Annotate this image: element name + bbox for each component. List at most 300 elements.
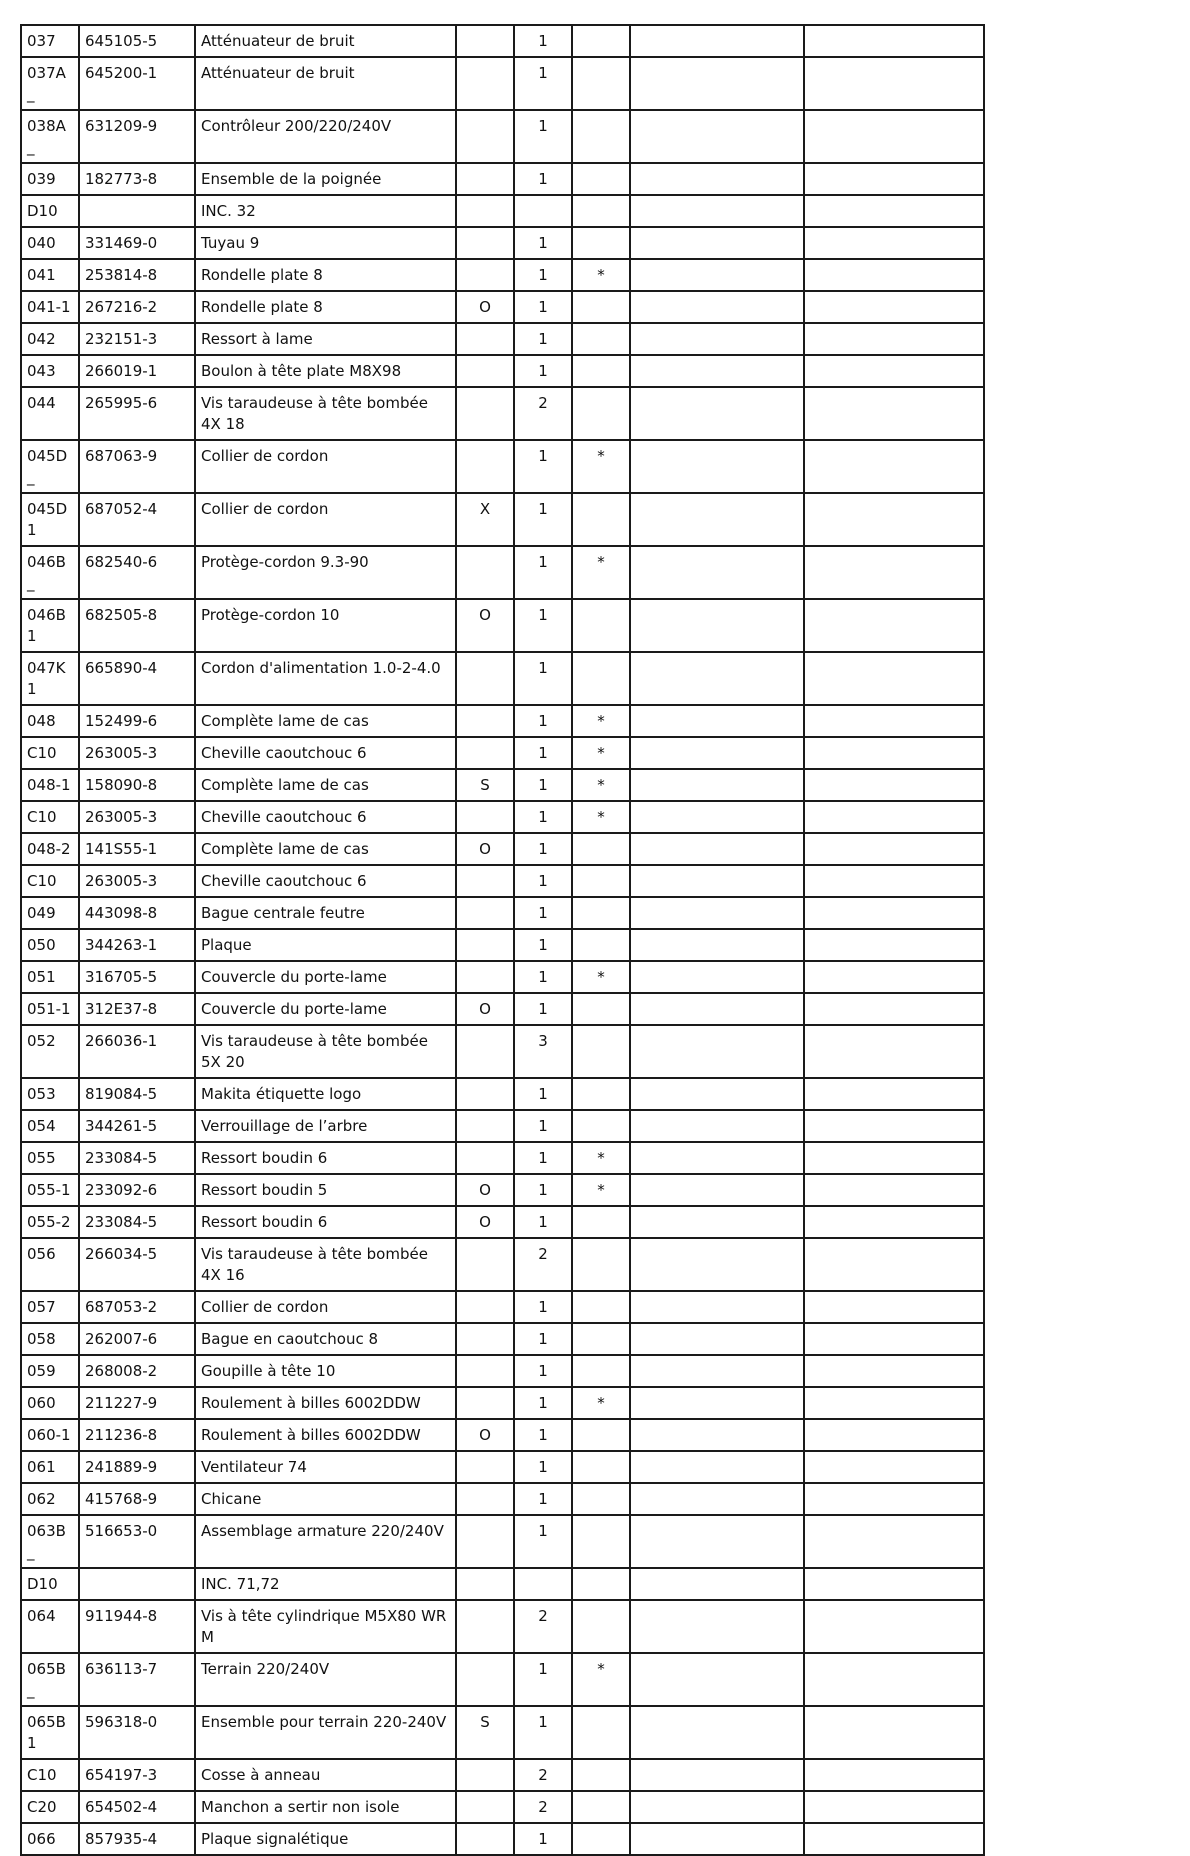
description-cell: Manchon a sertir non isole <box>195 1791 456 1823</box>
quantity-cell: 1 <box>514 929 572 961</box>
marker-cell <box>572 652 630 705</box>
marker-cell <box>572 1355 630 1387</box>
marker-cell <box>572 833 630 865</box>
blank-cell <box>804 1355 984 1387</box>
description-cell: Ressort boudin 5 <box>195 1174 456 1206</box>
option-code-cell <box>456 705 514 737</box>
table-row <box>21 163 984 195</box>
quantity-cell: 1 <box>514 227 572 259</box>
blank-cell <box>804 227 984 259</box>
quantity-cell: 1 <box>514 25 572 57</box>
blank-cell <box>804 1706 984 1759</box>
blank-cell <box>630 493 804 546</box>
quantity-cell: 1 <box>514 440 572 493</box>
item-number-cell: C10 <box>21 865 79 897</box>
table-row <box>21 801 984 833</box>
blank-cell <box>630 1025 804 1078</box>
description-cell: Roulement à billes 6002DDW <box>195 1387 456 1419</box>
part-number-cell: 687063-9 <box>79 440 195 493</box>
quantity-cell: 1 <box>514 737 572 769</box>
blank-cell <box>630 355 804 387</box>
description-cell: Boulon à tête plate M8X98 <box>195 355 456 387</box>
blank-cell <box>804 1483 984 1515</box>
part-number-cell: 911944-8 <box>79 1600 195 1653</box>
part-number-cell: 687052-4 <box>79 493 195 546</box>
marker-cell <box>572 1823 630 1855</box>
marker-cell <box>572 1483 630 1515</box>
description-cell: INC. 71,72 <box>195 1568 456 1600</box>
item-number-cell: 046B1 <box>21 599 79 652</box>
option-code-cell <box>456 1355 514 1387</box>
description-cell: Rondelle plate 8 <box>195 259 456 291</box>
quantity-cell: 1 <box>514 57 572 110</box>
blank-cell <box>804 599 984 652</box>
option-code-cell <box>456 1791 514 1823</box>
part-number-cell: 682540-6 <box>79 546 195 599</box>
blank-cell <box>804 929 984 961</box>
blank-cell <box>804 1791 984 1823</box>
marker-cell <box>572 1568 630 1600</box>
part-number-cell: 687053-2 <box>79 1291 195 1323</box>
quantity-cell: 1 <box>514 705 572 737</box>
part-number-cell: 645200-1 <box>79 57 195 110</box>
table-row <box>21 291 984 323</box>
table-row <box>21 1568 984 1600</box>
part-number-cell: 263005-3 <box>79 865 195 897</box>
blank-cell <box>630 769 804 801</box>
marker-cell <box>572 897 630 929</box>
quantity-cell: 1 <box>514 1078 572 1110</box>
blank-cell <box>804 705 984 737</box>
marker-cell <box>572 355 630 387</box>
item-number-cell: 041-1 <box>21 291 79 323</box>
marker-cell: * <box>572 440 630 493</box>
blank-cell <box>804 1387 984 1419</box>
item-number-cell: 064 <box>21 1600 79 1653</box>
description-cell: Atténuateur de bruit <box>195 57 456 110</box>
table-row <box>21 1025 984 1078</box>
item-number-cell: 062 <box>21 1483 79 1515</box>
blank-cell <box>630 1600 804 1653</box>
option-code-cell <box>456 355 514 387</box>
option-code-cell <box>456 259 514 291</box>
option-code-cell <box>456 1451 514 1483</box>
marker-cell <box>572 865 630 897</box>
item-number-cell: 056 <box>21 1238 79 1291</box>
description-cell: Vis à tête cylindrique M5X80 WR M <box>195 1600 456 1653</box>
table-row <box>21 1142 984 1174</box>
blank-cell <box>630 163 804 195</box>
part-number-cell: 263005-3 <box>79 737 195 769</box>
blank-cell <box>630 1451 804 1483</box>
marker-cell <box>572 387 630 440</box>
table-row <box>21 1791 984 1823</box>
blank-cell <box>804 110 984 163</box>
marker-cell <box>572 1419 630 1451</box>
part-number-cell: 141S55-1 <box>79 833 195 865</box>
marker-cell <box>572 25 630 57</box>
description-cell: INC. 32 <box>195 195 456 227</box>
description-cell: Plaque signalétique <box>195 1823 456 1855</box>
blank-cell <box>630 1483 804 1515</box>
description-cell: Tuyau 9 <box>195 227 456 259</box>
part-number-cell: 232151-3 <box>79 323 195 355</box>
item-number-cell: 055-2 <box>21 1206 79 1238</box>
blank-cell <box>630 993 804 1025</box>
option-code-cell: S <box>456 1706 514 1759</box>
blank-cell <box>630 1515 804 1568</box>
item-number-cell: 063B_ <box>21 1515 79 1568</box>
item-number-cell: C10 <box>21 737 79 769</box>
quantity-cell: 1 <box>514 897 572 929</box>
option-code-cell <box>456 737 514 769</box>
option-code-cell: O <box>456 993 514 1025</box>
table-row <box>21 227 984 259</box>
item-number-cell: 043 <box>21 355 79 387</box>
blank-cell <box>804 769 984 801</box>
item-number-cell: 041 <box>21 259 79 291</box>
option-code-cell <box>456 387 514 440</box>
option-code-cell <box>456 1483 514 1515</box>
part-number-cell: 268008-2 <box>79 1355 195 1387</box>
blank-cell <box>630 1174 804 1206</box>
blank-cell <box>804 1291 984 1323</box>
table-row <box>21 833 984 865</box>
blank-cell <box>630 546 804 599</box>
marker-cell: * <box>572 705 630 737</box>
blank-cell <box>804 1451 984 1483</box>
option-code-cell <box>456 1387 514 1419</box>
marker-cell <box>572 163 630 195</box>
blank-cell <box>804 993 984 1025</box>
quantity-cell: 1 <box>514 1823 572 1855</box>
marker-cell <box>572 993 630 1025</box>
table-row <box>21 57 984 110</box>
description-cell: Collier de cordon <box>195 493 456 546</box>
table-row <box>21 1451 984 1483</box>
quantity-cell: 1 <box>514 865 572 897</box>
description-cell: Goupille à tête 10 <box>195 1355 456 1387</box>
table-row <box>21 110 984 163</box>
blank-cell <box>630 897 804 929</box>
blank-cell <box>630 705 804 737</box>
blank-cell <box>804 1025 984 1078</box>
description-cell: Cordon d'alimentation 1.0-2-4.0 <box>195 652 456 705</box>
blank-cell <box>630 1142 804 1174</box>
quantity-cell: 1 <box>514 493 572 546</box>
marker-cell <box>572 1025 630 1078</box>
blank-cell <box>804 25 984 57</box>
marker-cell <box>572 1600 630 1653</box>
item-number-cell: C20 <box>21 1791 79 1823</box>
blank-cell <box>804 833 984 865</box>
description-cell: Ensemble pour terrain 220-240V <box>195 1706 456 1759</box>
option-code-cell <box>456 1323 514 1355</box>
table-row <box>21 546 984 599</box>
blank-cell <box>630 1387 804 1419</box>
item-number-cell: 037A_ <box>21 57 79 110</box>
quantity-cell: 1 <box>514 259 572 291</box>
quantity-cell: 1 <box>514 1142 572 1174</box>
blank-cell <box>804 387 984 440</box>
table-row <box>21 1483 984 1515</box>
quantity-cell: 1 <box>514 652 572 705</box>
description-cell: Plaque <box>195 929 456 961</box>
blank-cell <box>630 387 804 440</box>
item-number-cell: 050 <box>21 929 79 961</box>
item-number-cell: 039 <box>21 163 79 195</box>
description-cell: Collier de cordon <box>195 440 456 493</box>
part-number-cell: 241889-9 <box>79 1451 195 1483</box>
table-row <box>21 1387 984 1419</box>
blank-cell <box>804 1515 984 1568</box>
marker-cell <box>572 110 630 163</box>
part-number-cell: 516653-0 <box>79 1515 195 1568</box>
blank-cell <box>804 801 984 833</box>
blank-cell <box>804 1078 984 1110</box>
part-number-cell <box>79 1568 195 1600</box>
blank-cell <box>630 929 804 961</box>
option-code-cell <box>456 1600 514 1653</box>
item-number-cell: 061 <box>21 1451 79 1483</box>
part-number-cell <box>79 195 195 227</box>
item-number-cell: D10 <box>21 1568 79 1600</box>
table-row <box>21 737 984 769</box>
option-code-cell: O <box>456 833 514 865</box>
item-number-cell: 038A_ <box>21 110 79 163</box>
item-number-cell: 044 <box>21 387 79 440</box>
marker-cell: * <box>572 1174 630 1206</box>
table-row <box>21 1653 984 1706</box>
quantity-cell: 2 <box>514 387 572 440</box>
blank-cell <box>630 227 804 259</box>
description-cell: Ressort boudin 6 <box>195 1142 456 1174</box>
item-number-cell: 048 <box>21 705 79 737</box>
blank-cell <box>630 110 804 163</box>
option-code-cell <box>456 897 514 929</box>
quantity-cell: 1 <box>514 961 572 993</box>
table-row <box>21 387 984 440</box>
part-number-cell: 415768-9 <box>79 1483 195 1515</box>
blank-cell <box>630 737 804 769</box>
blank-cell <box>630 1568 804 1600</box>
part-number-cell: 596318-0 <box>79 1706 195 1759</box>
blank-cell <box>630 1759 804 1791</box>
table-row <box>21 897 984 929</box>
description-cell: Chicane <box>195 1483 456 1515</box>
quantity-cell <box>514 195 572 227</box>
marker-cell <box>572 1706 630 1759</box>
blank-cell <box>804 440 984 493</box>
item-number-cell: 045D 1 <box>21 493 79 546</box>
table-row <box>21 599 984 652</box>
blank-cell <box>804 323 984 355</box>
part-number-cell: 636113-7 <box>79 1653 195 1706</box>
item-number-cell: 037 <box>21 25 79 57</box>
blank-cell <box>804 1110 984 1142</box>
marker-cell <box>572 1110 630 1142</box>
blank-cell <box>630 1419 804 1451</box>
blank-cell <box>804 57 984 110</box>
blank-cell <box>804 1823 984 1855</box>
quantity-cell: 1 <box>514 1291 572 1323</box>
description-cell: Complète lame de cas <box>195 833 456 865</box>
marker-cell <box>572 1078 630 1110</box>
blank-cell <box>804 1600 984 1653</box>
parts-table <box>20 24 985 1856</box>
blank-cell <box>804 1142 984 1174</box>
description-cell: Verrouillage de l’arbre <box>195 1110 456 1142</box>
option-code-cell: O <box>456 1419 514 1451</box>
table-row <box>21 1291 984 1323</box>
option-code-cell <box>456 1653 514 1706</box>
description-cell: Protège-cordon 9.3-90 <box>195 546 456 599</box>
option-code-cell <box>456 1025 514 1078</box>
quantity-cell: 1 <box>514 1419 572 1451</box>
item-number-cell: 054 <box>21 1110 79 1142</box>
blank-cell <box>630 323 804 355</box>
blank-cell <box>630 1706 804 1759</box>
description-cell: Terrain 220/240V <box>195 1653 456 1706</box>
item-number-cell: 055 <box>21 1142 79 1174</box>
quantity-cell: 1 <box>514 833 572 865</box>
option-code-cell <box>456 440 514 493</box>
table-row <box>21 961 984 993</box>
quantity-cell: 1 <box>514 546 572 599</box>
blank-cell <box>630 1653 804 1706</box>
item-number-cell: C10 <box>21 801 79 833</box>
blank-cell <box>804 1174 984 1206</box>
table-row <box>21 652 984 705</box>
item-number-cell: 058 <box>21 1323 79 1355</box>
item-number-cell: 052 <box>21 1025 79 1078</box>
table-row <box>21 1078 984 1110</box>
blank-cell <box>804 1759 984 1791</box>
option-code-cell: O <box>456 1174 514 1206</box>
blank-cell <box>630 865 804 897</box>
item-number-cell: 065B_ <box>21 1653 79 1706</box>
marker-cell: * <box>572 961 630 993</box>
quantity-cell: 1 <box>514 1515 572 1568</box>
quantity-cell: 1 <box>514 769 572 801</box>
part-number-cell: 265995-6 <box>79 387 195 440</box>
marker-cell <box>572 929 630 961</box>
blank-cell <box>630 259 804 291</box>
blank-cell <box>804 897 984 929</box>
quantity-cell: 1 <box>514 323 572 355</box>
description-cell: Couvercle du porte-lame <box>195 961 456 993</box>
part-number-cell: 158090-8 <box>79 769 195 801</box>
quantity-cell: 1 <box>514 355 572 387</box>
blank-cell <box>630 833 804 865</box>
description-cell: Makita étiquette logo <box>195 1078 456 1110</box>
description-cell: Cheville caoutchouc 6 <box>195 865 456 897</box>
table-row <box>21 705 984 737</box>
blank-cell <box>804 652 984 705</box>
option-code-cell <box>456 1110 514 1142</box>
blank-cell <box>630 440 804 493</box>
blank-cell <box>630 25 804 57</box>
item-number-cell: C10 <box>21 1759 79 1791</box>
quantity-cell: 1 <box>514 163 572 195</box>
quantity-cell: 1 <box>514 1355 572 1387</box>
option-code-cell: O <box>456 291 514 323</box>
option-code-cell <box>456 865 514 897</box>
table-row <box>21 25 984 57</box>
part-number-cell: 344261-5 <box>79 1110 195 1142</box>
quantity-cell: 1 <box>514 993 572 1025</box>
part-number-cell: 253814-8 <box>79 259 195 291</box>
blank-cell <box>630 195 804 227</box>
option-code-cell <box>456 652 514 705</box>
blank-cell <box>630 1291 804 1323</box>
marker-cell <box>572 323 630 355</box>
table-row <box>21 355 984 387</box>
table-row <box>21 440 984 493</box>
description-cell: Ensemble de la poignée <box>195 163 456 195</box>
part-number-cell: 654502-4 <box>79 1791 195 1823</box>
table-row <box>21 1515 984 1568</box>
quantity-cell <box>514 1568 572 1600</box>
quantity-cell: 1 <box>514 599 572 652</box>
item-number-cell: 065B1 <box>21 1706 79 1759</box>
marker-cell: * <box>572 259 630 291</box>
description-cell: Couvercle du porte-lame <box>195 993 456 1025</box>
quantity-cell: 1 <box>514 1653 572 1706</box>
part-number-cell: 819084-5 <box>79 1078 195 1110</box>
blank-cell <box>630 1791 804 1823</box>
blank-cell <box>804 291 984 323</box>
table-row <box>21 259 984 291</box>
option-code-cell <box>456 801 514 833</box>
blank-cell <box>804 1568 984 1600</box>
quantity-cell: 1 <box>514 1206 572 1238</box>
part-number-cell: 152499-6 <box>79 705 195 737</box>
option-code-cell <box>456 163 514 195</box>
table-row <box>21 769 984 801</box>
blank-cell <box>630 1823 804 1855</box>
blank-cell <box>804 1206 984 1238</box>
description-cell: Rondelle plate 8 <box>195 291 456 323</box>
blank-cell <box>804 493 984 546</box>
marker-cell <box>572 1291 630 1323</box>
marker-cell <box>572 227 630 259</box>
description-cell: Cheville caoutchouc 6 <box>195 801 456 833</box>
item-number-cell: 048-2 <box>21 833 79 865</box>
option-code-cell <box>456 1291 514 1323</box>
blank-cell <box>804 259 984 291</box>
part-number-cell: 645105-5 <box>79 25 195 57</box>
marker-cell: * <box>572 769 630 801</box>
description-cell: Vis taraudeuse à tête bombée 4X 18 <box>195 387 456 440</box>
marker-cell <box>572 1451 630 1483</box>
item-number-cell: 045D_ <box>21 440 79 493</box>
quantity-cell: 2 <box>514 1759 572 1791</box>
option-code-cell <box>456 25 514 57</box>
blank-cell <box>804 546 984 599</box>
blank-cell <box>804 1238 984 1291</box>
blank-cell <box>804 737 984 769</box>
description-cell: Protège-cordon 10 <box>195 599 456 652</box>
part-number-cell: 654197-3 <box>79 1759 195 1791</box>
part-number-cell: 631209-9 <box>79 110 195 163</box>
blank-cell <box>804 961 984 993</box>
marker-cell: * <box>572 737 630 769</box>
blank-cell <box>630 1078 804 1110</box>
part-number-cell: 312E37-8 <box>79 993 195 1025</box>
blank-cell <box>630 57 804 110</box>
item-number-cell: D10 <box>21 195 79 227</box>
